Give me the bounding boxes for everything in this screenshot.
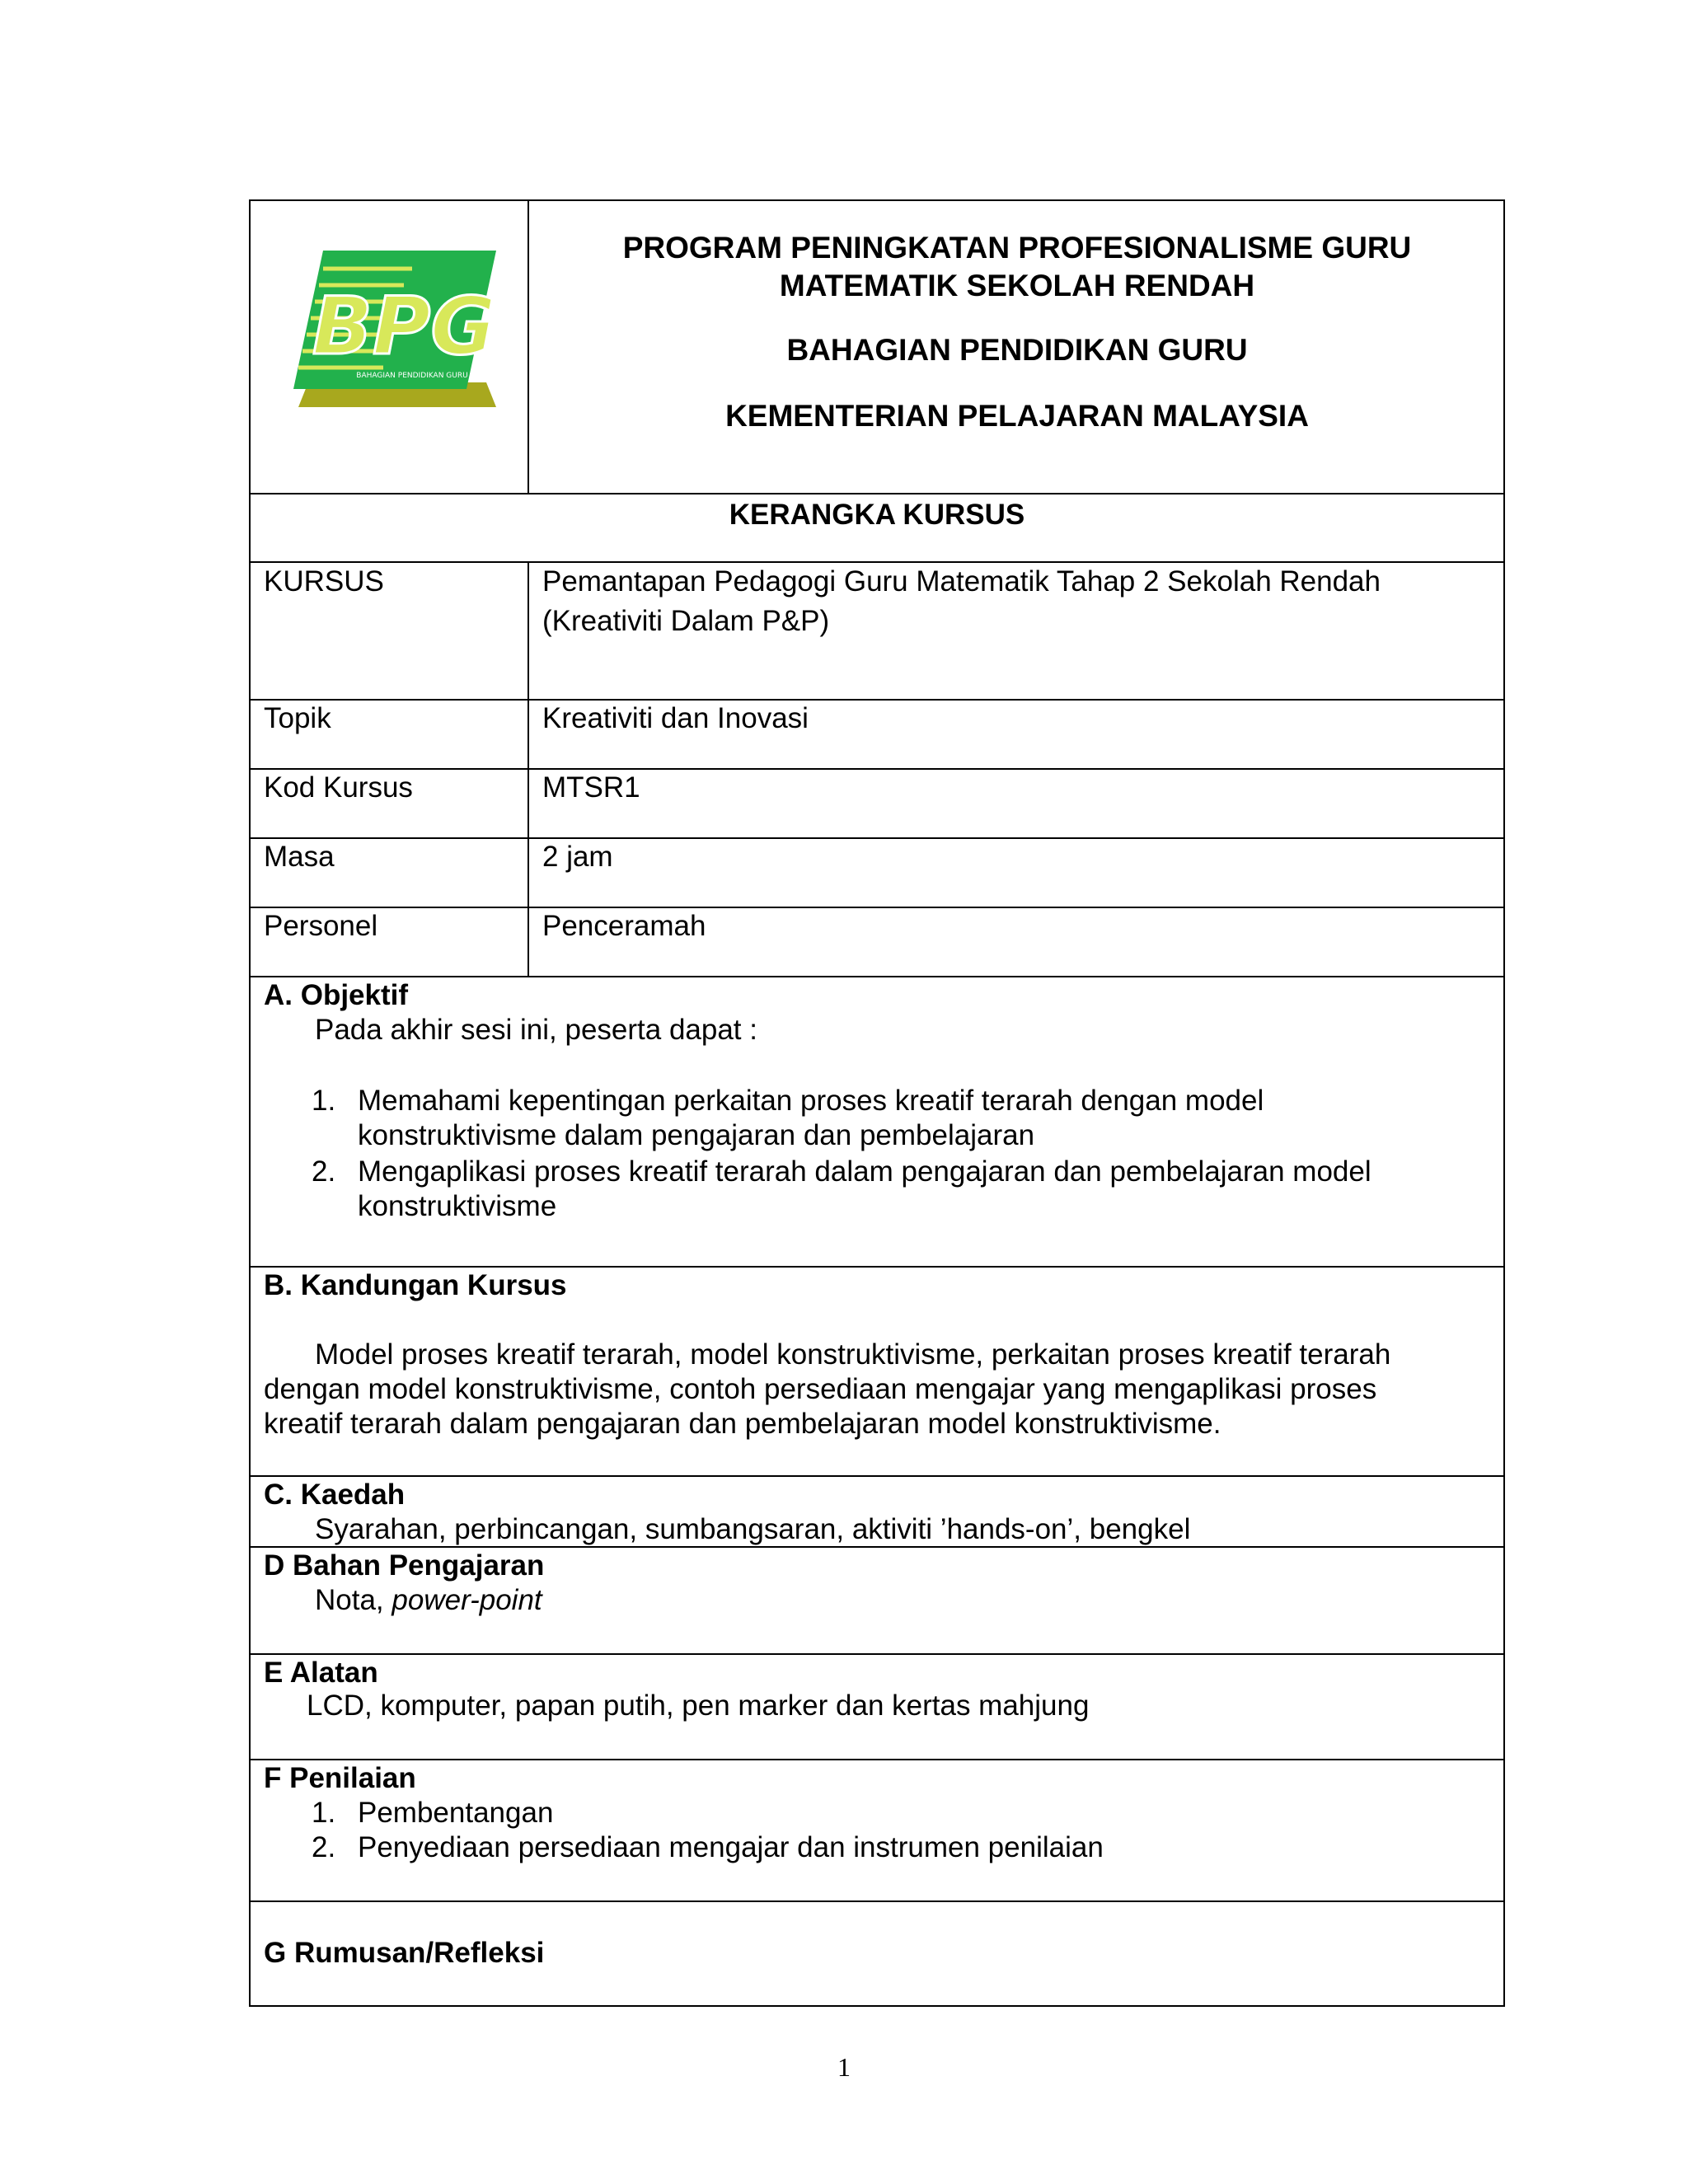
list-number: 2. (312, 1831, 336, 1863)
page-number: 1 (837, 2052, 851, 2082)
row-label-kod-kursus: Kod Kursus (264, 771, 413, 804)
rule (251, 561, 1503, 563)
list-text: Penyediaan persediaan mengajar dan instrumen penilaian (358, 1831, 1104, 1863)
list-item-continuation: konstruktivisme (358, 1190, 557, 1222)
bpg-logo (280, 242, 496, 415)
row-value-personel: Penceramah (542, 910, 706, 942)
rule (251, 907, 1503, 908)
rule (251, 1266, 1503, 1268)
section-b-text-line3: kreatif terarah dalam pengajaran dan pembelajaran model konstruktivisme. (264, 1408, 1221, 1440)
row-value-kod-kursus: MTSR1 (542, 771, 640, 804)
rule (251, 1900, 1503, 1902)
list-number: 1. (312, 1797, 336, 1829)
course-framework-table (249, 199, 1505, 2007)
section-d-text-italic: power-point (392, 1584, 542, 1616)
ministry-title: KEMENTERIAN PELAJARAN MALAYSIA (725, 399, 1309, 433)
row-value-kursus-line2: (Kreativiti Dalam P&P) (542, 605, 830, 637)
rule (251, 1475, 1503, 1477)
rule (251, 837, 1503, 839)
column-rule (528, 561, 529, 976)
row-value-masa: 2 jam (542, 841, 613, 873)
list-number: 1. (312, 1085, 336, 1117)
section-e-heading: E Alatan (264, 1657, 378, 1689)
list-item (312, 1797, 553, 1830)
logo-text: BPG (312, 280, 496, 373)
rule (251, 1759, 1503, 1760)
list-item (312, 1155, 1372, 1188)
section-e-text: LCD, komputer, papan putih, pen marker dan kertas mahjung (307, 1690, 1090, 1722)
section-b-text-line2: dengan model konstruktivisme, contoh persediaan mengajar yang mengaplikasi proses (264, 1373, 1377, 1405)
row-value-topik: Kreativiti dan Inovasi (542, 702, 809, 734)
program-title-line1: PROGRAM PENINGKATAN PROFESIONALISME GURU (622, 231, 1412, 265)
section-c-text: Syarahan, perbincangan, sumbangsaran, aktiviti ’hands-on’, bengkel (315, 1513, 1191, 1545)
framework-title: KERANGKA KURSUS (729, 499, 1025, 531)
list-item (312, 1085, 1264, 1118)
logo-subtext: BAHAGIAN PENDIDIKAN GURU (356, 372, 468, 380)
section-a-heading: A. Objektif (264, 979, 409, 1011)
section-b-text-line1: Model proses kreatif terarah, model konstruktivisme, perkaitan proses kreatif terarah (315, 1338, 1391, 1371)
rule (251, 768, 1503, 770)
rule (251, 699, 1503, 701)
section-f-heading: F Penilaian (264, 1762, 416, 1794)
list-text: Mengaplikasi proses kreatif terarah dalam pengajaran dan pembelajaran model (358, 1155, 1372, 1188)
rule (251, 1546, 1503, 1548)
list-text: Memahami kepentingan perkaitan proses kreatif terarah dengan model (358, 1085, 1264, 1117)
list-number: 2. (312, 1155, 336, 1188)
section-c-heading: C. Kaedah (264, 1479, 406, 1511)
row-label-topik: Topik (264, 702, 331, 734)
column-rule (528, 201, 529, 493)
list-item (312, 1831, 1104, 1864)
row-label-kursus: KURSUS (264, 565, 384, 598)
row-label-masa: Masa (264, 841, 335, 873)
rule (251, 976, 1503, 977)
row-value-kursus-line1: Pemantapan Pedagogi Guru Matematik Tahap 2 Sekolah Rendah (542, 565, 1381, 598)
section-d-text (315, 1584, 542, 1617)
rule (251, 1653, 1503, 1655)
row-label-personel: Personel (264, 910, 378, 942)
list-item-continuation: konstruktivisme dalam pengajaran dan pembelajaran (358, 1119, 1035, 1151)
program-title-line2: MATEMATIK SEKOLAH RENDAH (779, 269, 1255, 302)
section-g-heading: G Rumusan/Refleksi (264, 1937, 545, 1969)
section-d-text-plain: Nota, (315, 1584, 392, 1616)
section-a-intro: Pada akhir sesi ini, peserta dapat : (315, 1014, 757, 1046)
list-text: Pembentangan (358, 1797, 554, 1829)
section-d-heading: D Bahan Pengajaran (264, 1549, 545, 1582)
division-title: BAHAGIAN PENDIDIKAN GURU (786, 333, 1248, 367)
section-b-heading: B. Kandungan Kursus (264, 1269, 567, 1301)
